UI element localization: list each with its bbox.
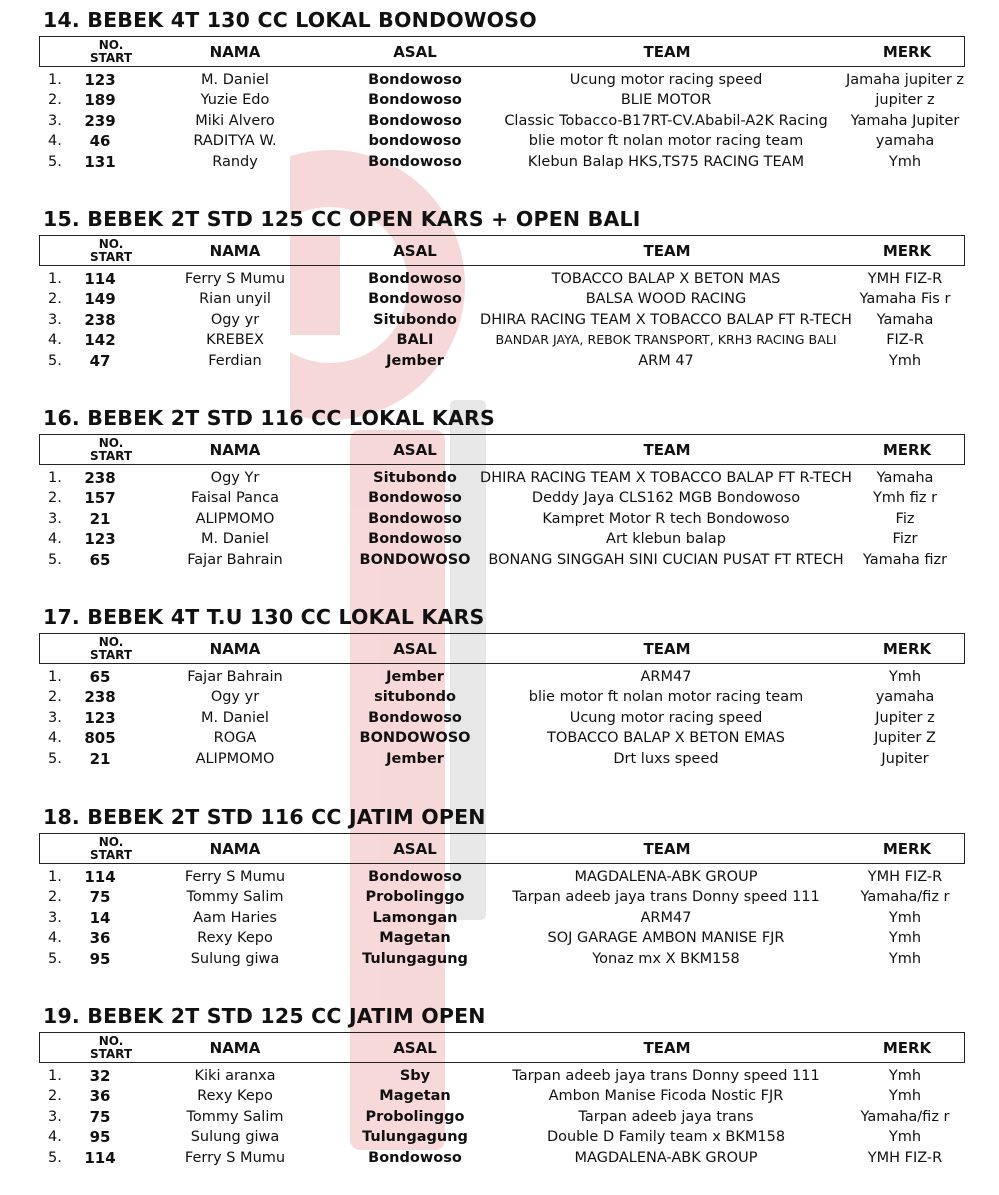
rider-origin: Magetan xyxy=(379,930,451,947)
header-merk: MERK xyxy=(882,839,932,858)
team-name: DHIRA RACING TEAM X TOBACCO BALAP FT R-TECH xyxy=(480,311,852,328)
rider-name: Sulung giwa xyxy=(190,1129,280,1146)
header-merk: MERK xyxy=(882,639,932,658)
header-no-line1: NO. xyxy=(98,634,124,649)
team-name: Klebun Balap HKS,TS75 RACING TEAM xyxy=(527,153,805,170)
section-title: 18. BEBEK 2T STD 116 CC JATIM OPEN xyxy=(43,805,486,829)
start-number: 65 xyxy=(89,550,111,569)
start-number: 238 xyxy=(84,688,116,707)
row-position: 5. xyxy=(48,153,62,170)
section-title: 17. BEBEK 4T T.U 130 CC LOKAL KARS xyxy=(43,605,485,629)
start-number: 114 xyxy=(84,1148,116,1167)
header-no-start xyxy=(76,435,146,464)
row-position: 1. xyxy=(48,470,62,486)
header-no-line1: NO. xyxy=(98,37,124,52)
header-no-line2: START xyxy=(89,249,133,264)
row-position: 4. xyxy=(48,332,62,349)
header-merk: MERK xyxy=(882,1038,932,1057)
rider-name: Ogy Yr xyxy=(210,470,260,486)
table-row xyxy=(0,728,999,748)
race-class-section xyxy=(0,0,999,199)
bike-brand: Yamaha fizr xyxy=(862,551,948,568)
bike-brand: Ymh xyxy=(888,909,922,926)
rider-name: Faisal Panca xyxy=(190,490,280,507)
bike-brand: Jupiter Z xyxy=(874,730,936,747)
header-no-line2: START xyxy=(89,1046,133,1061)
row-position: 3. xyxy=(48,1108,62,1125)
bike-brand: YMH FIZ-R xyxy=(867,1149,943,1166)
team-name: Classic Tobacco-B17RT-CV.Ababil-A2K Racing xyxy=(504,112,828,129)
bike-brand: YMH FIZ-R xyxy=(867,869,943,885)
team-name: Deddy Jaya CLS162 MGB Bondowoso xyxy=(531,490,801,507)
rider-origin: Bondowoso xyxy=(368,510,462,527)
table-row xyxy=(0,928,999,948)
bike-brand: Ymh xyxy=(888,669,922,685)
bike-brand: Yamaha/fiz r xyxy=(860,889,950,906)
rider-origin: Sby xyxy=(399,1068,431,1084)
table-body xyxy=(0,667,999,769)
team-name: ARM47 xyxy=(640,669,692,685)
rider-origin: situbondo xyxy=(374,689,456,706)
bike-brand: yamaha xyxy=(875,133,935,150)
row-position: 1. xyxy=(48,72,62,88)
rider-origin: Probolinggo xyxy=(365,889,465,906)
rider-name: RADITYA W. xyxy=(193,133,277,150)
header-no-line2: START xyxy=(89,647,133,662)
table-row xyxy=(0,708,999,728)
start-number: 21 xyxy=(89,509,111,528)
section-title: 14. BEBEK 4T 130 CC LOKAL BONDOWOSO xyxy=(43,8,537,32)
row-position: 4. xyxy=(48,133,62,150)
team-name: BONANG SINGGAH SINI CUCIAN PUSAT FT RTECH xyxy=(488,551,844,568)
bike-brand: Jamaha jupiter z xyxy=(845,72,965,88)
rider-origin: Bondowoso xyxy=(368,531,462,548)
start-number: 123 xyxy=(84,530,116,549)
table-header xyxy=(39,434,965,465)
header-no-line2: START xyxy=(89,448,133,463)
row-position: 3. xyxy=(48,112,62,129)
rider-origin: Bondowoso xyxy=(368,112,462,129)
table-row xyxy=(0,111,999,131)
rider-name: M. Daniel xyxy=(201,531,269,548)
rider-origin: bondowoso xyxy=(368,133,462,150)
team-name: Double D Family team x BKM158 xyxy=(546,1129,786,1146)
team-name: BLIE MOTOR xyxy=(620,92,712,109)
race-class-section xyxy=(0,597,999,796)
row-position: 3. xyxy=(48,909,62,926)
table-row xyxy=(0,1127,999,1147)
table-row xyxy=(0,488,999,508)
header-no-line2: START xyxy=(89,50,133,65)
table-row xyxy=(0,468,999,488)
table-row xyxy=(0,529,999,549)
rider-origin: Jember xyxy=(386,669,444,685)
rider-origin: BONDOWOSO xyxy=(359,551,471,568)
table-row xyxy=(0,550,999,570)
team-name: blie motor ft nolan motor racing team xyxy=(528,689,804,706)
row-position: 2. xyxy=(48,490,62,507)
team-name: ARM 47 xyxy=(638,352,694,369)
rider-origin: Bondowoso xyxy=(368,490,462,507)
start-number: 36 xyxy=(89,929,111,948)
table-row xyxy=(0,70,999,90)
row-position: 4. xyxy=(48,730,62,747)
bike-brand: YMH FIZ-R xyxy=(867,271,943,287)
row-position: 2. xyxy=(48,889,62,906)
rider-name: Ferry S Mumu xyxy=(184,271,286,287)
rider-name: Miki Alvero xyxy=(195,112,275,129)
team-name: TOBACCO BALAP X BETON EMAS xyxy=(547,730,785,747)
rider-origin: Jember xyxy=(386,352,444,369)
row-position: 5. xyxy=(48,352,62,369)
start-number: 21 xyxy=(89,749,111,768)
row-position: 5. xyxy=(48,1149,62,1166)
rider-name: Tommy Salim xyxy=(186,889,284,906)
row-position: 4. xyxy=(48,1129,62,1146)
row-position: 3. xyxy=(48,709,62,726)
start-number: 14 xyxy=(89,908,111,927)
bike-brand: jupiter z xyxy=(875,92,935,109)
rider-name: Fajar Bahrain xyxy=(187,551,283,568)
bike-brand: Ymh xyxy=(888,352,922,369)
rider-origin: Situbondo xyxy=(373,311,457,328)
bike-brand: Jupiter xyxy=(881,750,929,767)
header-merk: MERK xyxy=(882,241,932,260)
table-row xyxy=(0,351,999,371)
table-row xyxy=(0,330,999,350)
rider-origin: Bondowoso xyxy=(368,92,462,109)
rider-origin: Bondowoso xyxy=(368,271,462,287)
table-row xyxy=(0,749,999,769)
rider-origin: Bondowoso xyxy=(368,72,462,88)
header-team: TEAM xyxy=(643,639,691,658)
header-no-line1: NO. xyxy=(98,1033,124,1048)
header-asal: ASAL xyxy=(393,1038,437,1057)
table-row xyxy=(0,152,999,172)
row-position: 2. xyxy=(48,1088,62,1105)
bike-brand: Yamaha Fis r xyxy=(859,291,951,308)
rider-name: Kiki aranxa xyxy=(194,1068,276,1084)
team-name: Kampret Motor R tech Bondowoso xyxy=(542,510,790,527)
rider-origin: Probolinggo xyxy=(365,1108,465,1125)
header-no-line1: NO. xyxy=(98,435,124,450)
table-header xyxy=(39,633,965,664)
bike-brand: yamaha xyxy=(875,689,935,706)
table-header xyxy=(39,833,965,864)
start-number: 95 xyxy=(89,949,111,968)
bike-brand: Yamaha/fiz r xyxy=(860,1108,950,1125)
header-team: TEAM xyxy=(643,42,691,61)
rider-name: M. Daniel xyxy=(201,72,269,88)
rider-origin: Jember xyxy=(386,750,444,767)
rider-name: Ogy yr xyxy=(210,689,260,706)
table-row xyxy=(0,667,999,687)
row-position: 2. xyxy=(48,291,62,308)
rider-name: Randy xyxy=(212,153,258,170)
bike-brand: Ymh xyxy=(888,950,922,967)
team-name: blie motor ft nolan motor racing team xyxy=(528,133,804,150)
header-team: TEAM xyxy=(643,241,691,260)
rider-origin: Bondowoso xyxy=(368,291,462,308)
rider-name: Ferry S Mumu xyxy=(184,1149,286,1166)
header-merk: MERK xyxy=(882,440,932,459)
team-name: Ucung motor racing speed xyxy=(569,709,763,726)
start-number: 114 xyxy=(84,270,116,288)
header-no-start xyxy=(76,37,146,66)
start-number: 46 xyxy=(89,132,111,151)
rider-name: Sulung giwa xyxy=(190,950,280,967)
team-name: Drt luxs speed xyxy=(613,750,719,767)
start-number: 114 xyxy=(84,868,116,886)
race-class-section xyxy=(0,996,999,1195)
table-row xyxy=(0,310,999,330)
row-position: 1. xyxy=(48,271,62,287)
team-name: SOJ GARAGE AMBON MANISE FJR xyxy=(547,930,785,947)
row-position: 4. xyxy=(48,531,62,548)
team-name: BALSA WOOD RACING xyxy=(585,291,747,308)
team-name: Tarpan adeeb jaya trans xyxy=(578,1108,754,1125)
start-number: 189 xyxy=(84,91,116,110)
table-row xyxy=(0,289,999,309)
start-number: 123 xyxy=(84,708,116,727)
start-number: 238 xyxy=(84,469,116,487)
race-class-section xyxy=(0,398,999,597)
section-title: 15. BEBEK 2T STD 125 CC OPEN KARS + OPEN BALI xyxy=(43,207,641,231)
header-merk: MERK xyxy=(882,42,932,61)
table-header xyxy=(39,36,965,67)
team-name: Yonaz mx X BKM158 xyxy=(592,950,740,967)
rider-origin: Bondowoso xyxy=(368,153,462,170)
team-name: Ambon Manise Ficoda Nostic FJR xyxy=(548,1088,784,1105)
header-asal: ASAL xyxy=(393,440,437,459)
table-row xyxy=(0,949,999,969)
row-position: 1. xyxy=(48,669,62,685)
start-number: 75 xyxy=(89,1107,111,1126)
start-number: 65 xyxy=(89,668,111,686)
header-asal: ASAL xyxy=(393,241,437,260)
rider-origin: Bondowoso xyxy=(368,1149,462,1166)
start-number: 47 xyxy=(89,351,111,370)
rider-name: M. Daniel xyxy=(201,709,269,726)
rider-name: Rexy Kepo xyxy=(197,930,273,947)
rider-origin: Magetan xyxy=(379,1088,451,1105)
rider-name: ALIPMOMO xyxy=(195,750,275,767)
rider-name: Yuzie Edo xyxy=(200,92,270,109)
bike-brand: Ymh xyxy=(888,930,922,947)
bike-brand: Yamaha Jupiter xyxy=(850,112,960,129)
header-no-start xyxy=(76,236,146,265)
table-row xyxy=(0,687,999,707)
rider-name: Rian unyil xyxy=(199,291,271,308)
rider-name: Aam Haries xyxy=(193,909,277,926)
start-number: 32 xyxy=(89,1067,111,1085)
rider-name: KREBEX xyxy=(206,332,264,349)
row-position: 5. xyxy=(48,950,62,967)
header-asal: ASAL xyxy=(393,639,437,658)
rider-name: Ferry S Mumu xyxy=(184,869,286,885)
table-body xyxy=(0,269,999,371)
section-title: 16. BEBEK 2T STD 116 CC LOKAL KARS xyxy=(43,406,495,430)
row-position: 1. xyxy=(48,1068,62,1084)
bike-brand: FIZ-R xyxy=(886,332,924,349)
start-number: 149 xyxy=(84,290,116,309)
table-row xyxy=(0,90,999,110)
team-name: Art klebun balap xyxy=(606,531,726,548)
rider-name: Tommy Salim xyxy=(186,1108,284,1125)
start-number: 123 xyxy=(84,71,116,89)
team-name: DHIRA RACING TEAM X TOBACCO BALAP FT R-TECH xyxy=(480,470,852,486)
team-name: MAGDALENA-ABK GROUP xyxy=(574,1149,758,1166)
start-number: 131 xyxy=(84,152,116,171)
table-header xyxy=(39,1032,965,1063)
start-number: 239 xyxy=(84,111,116,130)
rider-origin: Tulungagung xyxy=(362,950,468,967)
rider-origin: BONDOWOSO xyxy=(359,730,471,747)
race-class-section xyxy=(0,199,999,398)
bike-brand: Ymh xyxy=(888,153,922,170)
team-name: Tarpan adeeb jaya trans Donny speed 111 xyxy=(512,1068,820,1084)
team-name: TOBACCO BALAP X BETON MAS xyxy=(551,271,781,287)
row-position: 5. xyxy=(48,551,62,568)
start-number: 75 xyxy=(89,888,111,907)
bike-brand: Jupiter z xyxy=(875,709,935,726)
table-row xyxy=(0,509,999,529)
table-body xyxy=(0,468,999,570)
table-header xyxy=(39,235,965,266)
rider-name: Ogy yr xyxy=(210,311,260,328)
row-position: 3. xyxy=(48,510,62,527)
team-name: Tarpan adeeb jaya trans Donny speed 111 xyxy=(512,889,820,906)
start-number: 157 xyxy=(84,489,116,508)
header-no-start xyxy=(76,634,146,663)
row-position: 2. xyxy=(48,92,62,109)
table-row xyxy=(0,1107,999,1127)
table-row xyxy=(0,131,999,151)
header-nama: NAMA xyxy=(209,639,261,658)
header-nama: NAMA xyxy=(209,241,261,260)
table-body xyxy=(0,1066,999,1168)
bike-brand: Yamaha xyxy=(876,311,934,328)
start-number: 36 xyxy=(89,1087,111,1106)
header-asal: ASAL xyxy=(393,839,437,858)
race-class-section xyxy=(0,797,999,996)
row-position: 4. xyxy=(48,930,62,947)
rider-origin: Bondowoso xyxy=(368,709,462,726)
table-row xyxy=(0,269,999,289)
header-asal: ASAL xyxy=(393,42,437,61)
section-title: 19. BEBEK 2T STD 125 CC JATIM OPEN xyxy=(43,1004,486,1028)
rider-origin: Bondowoso xyxy=(368,869,462,885)
bike-brand: Ymh xyxy=(888,1068,922,1084)
rider-origin: BALI xyxy=(396,332,434,349)
header-nama: NAMA xyxy=(209,440,261,459)
start-number: 95 xyxy=(89,1128,111,1147)
row-position: 2. xyxy=(48,689,62,706)
row-position: 3. xyxy=(48,311,62,328)
header-team: TEAM xyxy=(643,1038,691,1057)
table-row xyxy=(0,887,999,907)
rider-name: Fajar Bahrain xyxy=(187,669,283,685)
team-name: Ucung motor racing speed xyxy=(569,72,763,88)
header-nama: NAMA xyxy=(209,1038,261,1057)
start-number: 238 xyxy=(84,310,116,329)
bike-brand: Fiz xyxy=(895,510,915,527)
header-nama: NAMA xyxy=(209,839,261,858)
header-team: TEAM xyxy=(643,440,691,459)
header-no-line1: NO. xyxy=(98,236,124,251)
team-name: BANDAR JAYA, REBOK TRANSPORT, KRH3 RACING BALI xyxy=(495,332,837,348)
table-row xyxy=(0,1066,999,1086)
table-row xyxy=(0,1148,999,1168)
rider-name: ROGA xyxy=(213,730,257,747)
row-position: 1. xyxy=(48,869,62,885)
rider-origin: Tulungagung xyxy=(362,1129,468,1146)
bike-brand: Yamaha xyxy=(876,470,934,486)
team-name: MAGDALENA-ABK GROUP xyxy=(574,869,758,885)
rider-name: Ferdian xyxy=(208,352,262,369)
header-team: TEAM xyxy=(643,839,691,858)
rider-name: ALIPMOMO xyxy=(195,510,275,527)
rider-origin: Lamongan xyxy=(372,909,458,926)
rider-name: Rexy Kepo xyxy=(197,1088,273,1105)
rider-origin: Situbondo xyxy=(373,470,457,486)
table-body xyxy=(0,70,999,172)
header-no-line1: NO. xyxy=(98,834,124,849)
table-row xyxy=(0,908,999,928)
bike-brand: Ymh xyxy=(888,1129,922,1146)
bike-brand: Fizr xyxy=(892,531,918,548)
header-nama: NAMA xyxy=(209,42,261,61)
bike-brand: Ymh xyxy=(888,1088,922,1105)
start-number: 805 xyxy=(84,729,116,748)
table-row xyxy=(0,1086,999,1106)
start-number: 142 xyxy=(84,331,116,350)
header-no-start xyxy=(76,1033,146,1062)
team-name: ARM47 xyxy=(640,909,692,926)
table-row xyxy=(0,867,999,887)
header-no-line2: START xyxy=(89,847,133,862)
header-no-start xyxy=(76,834,146,863)
bike-brand: Ymh fiz r xyxy=(872,490,938,507)
table-body xyxy=(0,867,999,969)
row-position: 5. xyxy=(48,750,62,767)
